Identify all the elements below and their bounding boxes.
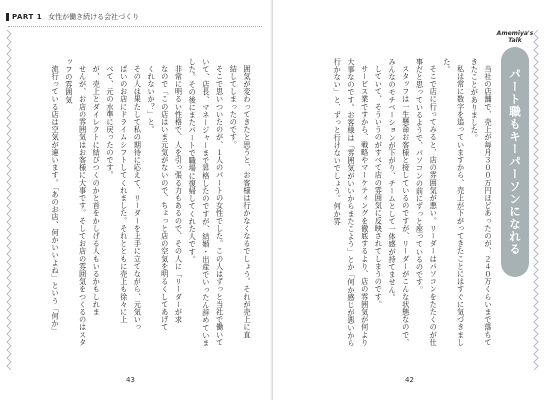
right-page — [273, 0, 545, 400]
body-paragraph: 当社の店舗で、売上が毎月３００万円ほどあったのが、２４０万くらいまで落ちてきたことがありました。 — [470, 58, 493, 347]
page-number-left: 43 — [126, 376, 135, 384]
body-paragraph: べて、元の水準に戻ったのです。 — [105, 65, 115, 180]
body-paragraph: せんが、お店の雰囲気はお客様に大事です。そしてお店の雰囲気をつくるのはスタッフの雰囲気 — [64, 58, 88, 347]
body-paragraph: 囲気が変わってきたと思うと、お客様は行かなくなるでしょう。それが売上に直 — [243, 65, 252, 339]
part-label: PART 1 — [6, 13, 42, 21]
body-paragraph: そこで思いついたのが、１人のパートの女性でした。この人はずっと当社で働いていて、店長、マネージャーまで昇格したのですが、結婚・出産でいったん辞めていました。その後にまたパートで職場に復帰してくれた人です。 — [188, 58, 225, 347]
body-paragraph: ばいのお店にドライムシフトしてくれました。それとともに売上も徐々に上 — [119, 65, 129, 324]
section-badge — [495, 30, 535, 277]
body-paragraph: 非常に明るい性格で、人を引っ張る力もあるので、その人に「リーダーが求 — [174, 65, 184, 324]
body-paragraph: していて、そういうのがすべて店の雰囲気に反映されてしまうのです。 — [374, 65, 384, 309]
body-paragraph: 私は常に数字を追っていますから、売上が下がってきたことにはすぐに気づきました。 — [442, 58, 466, 347]
body-paragraph: くれないか？」と。 — [147, 65, 157, 134]
body-paragraph: 流行っている店は空気が違います。「あのお店、何かいいよね」という「何か」 — [51, 65, 61, 336]
body-paragraph: が、売上とダイレクトに結びつくのかと首をかしげる人もいるかもしれま — [92, 65, 102, 316]
chapter-title: 女性が働き続ける会社づくり — [48, 13, 140, 21]
body-paragraph: スタッフは一生懸命お客様と接しているのですが、リーダーがこんな状態なので、みんなのモチベーションが下がり、チームとして一体感が持てません。 — [388, 58, 411, 347]
header-rule — [8, 26, 262, 27]
section-title-pill — [501, 47, 529, 277]
left-border-ornament — [6, 30, 12, 370]
body-paragraph: その人は果たして私の期待に応えて、リーダーを上手に立てながら、元気いっ — [133, 65, 143, 332]
section-title: パート職もキーパーソンになれる — [508, 68, 522, 256]
body-paragraph: なので「この店はいま元気がないので、ちょっと店の空気を明るくしてあげて — [160, 65, 170, 332]
body-paragraph: そこで店に行ってみると、店の雰囲気が悪い。リーダーはパソコンをたたくのが仕事だと思っているようで、パソコンの前にずっと座っているのです。 — [415, 58, 439, 347]
body-paragraph: 結してしまったのです。 — [229, 65, 239, 149]
page-number-right: 42 — [405, 376, 414, 384]
running-header — [6, 10, 139, 24]
right-body-text — [299, 58, 495, 350]
right-border-ornament — [533, 30, 539, 370]
body-paragraph: サービス業ですから、戦略やマーケティングを徹底するより、店の雰囲気が何より大事なのです。お客様は「雰囲気がいいからまたこよう」とか「何か感じが悪いから行かない」と、ずっと行けないでしょう。何か雰 — [333, 58, 370, 347]
talk-label: Amemiya's Talk — [496, 30, 534, 44]
left-body-text — [26, 58, 254, 350]
left-page — [0, 0, 272, 400]
